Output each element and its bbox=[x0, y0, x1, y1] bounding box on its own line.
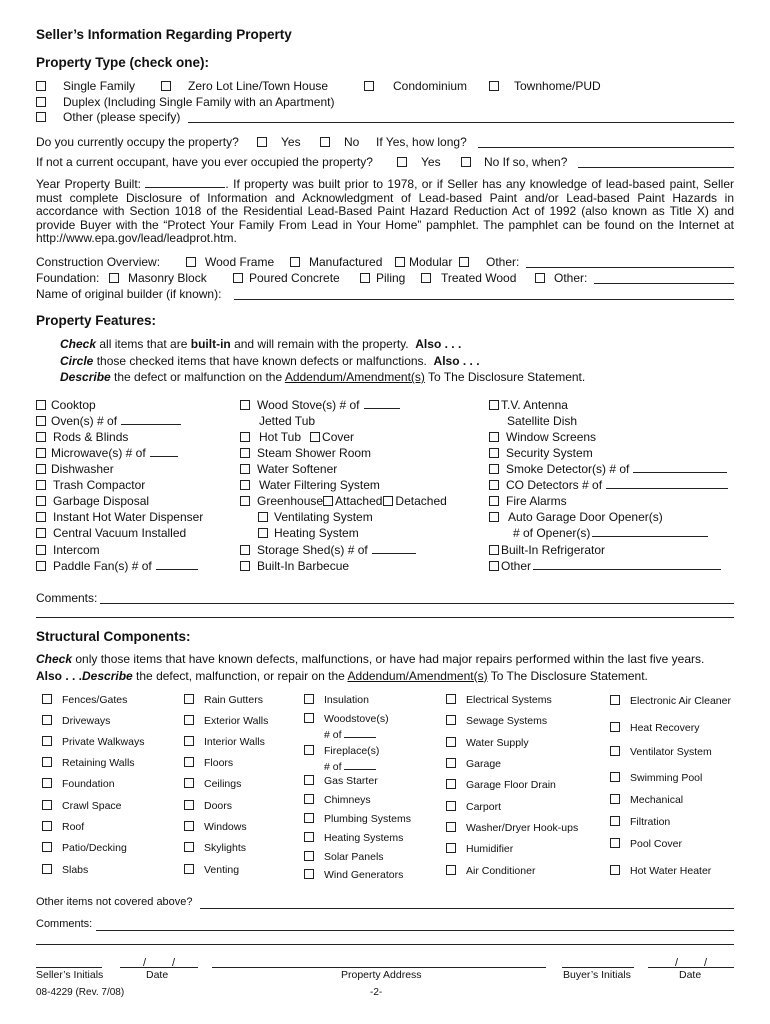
struct-electrical[interactable]: Electrical Systems bbox=[446, 694, 552, 706]
struct-checkbox[interactable] bbox=[184, 715, 194, 725]
struct-woodstove-count: # of bbox=[324, 728, 376, 741]
occupy-no-checkbox[interactable] bbox=[320, 137, 330, 147]
modular-checkbox[interactable] bbox=[395, 257, 405, 267]
feature-checkbox[interactable] bbox=[36, 400, 46, 410]
concrete-option[interactable]: Poured Concrete bbox=[233, 271, 340, 285]
struct-checkbox[interactable] bbox=[610, 695, 620, 705]
struct-checkbox[interactable] bbox=[610, 746, 620, 756]
feature-security[interactable]: Security System bbox=[489, 446, 593, 460]
struct-checkbox[interactable] bbox=[446, 822, 456, 832]
struct-checkbox[interactable] bbox=[304, 869, 314, 879]
struct-humidifier[interactable]: Humidifier bbox=[446, 843, 513, 855]
struct-checkbox[interactable] bbox=[446, 758, 456, 768]
feature-checkbox[interactable] bbox=[36, 545, 46, 555]
feature-smoke-detectors[interactable]: Smoke Detector(s) # of bbox=[489, 462, 727, 476]
construction-other-checkbox[interactable] bbox=[459, 257, 469, 267]
concrete-checkbox[interactable] bbox=[233, 273, 243, 283]
occupied-yes[interactable]: Yes bbox=[397, 155, 441, 169]
foundation-other-line[interactable] bbox=[594, 283, 734, 284]
attached-checkbox[interactable] bbox=[323, 496, 333, 506]
feature-jetted-tub[interactable]: Jetted Tub bbox=[259, 414, 316, 428]
feature-central-vacuum[interactable]: Central Vacuum Installed bbox=[36, 526, 186, 540]
struct-exterior-walls[interactable]: Exterior Walls bbox=[184, 715, 268, 727]
feature-microwaves[interactable]: Microwave(s) # of bbox=[36, 446, 178, 460]
seller-initials-label: Seller’s Initials bbox=[36, 969, 104, 981]
detached-checkbox[interactable] bbox=[383, 496, 393, 506]
struct-checkbox[interactable] bbox=[304, 775, 314, 785]
opener-count-line[interactable] bbox=[592, 526, 708, 537]
struct-checkbox[interactable] bbox=[610, 794, 620, 804]
struct-checkbox[interactable] bbox=[184, 757, 194, 767]
townhome-checkbox[interactable] bbox=[489, 81, 499, 91]
struct-checkbox[interactable] bbox=[304, 745, 314, 755]
struct-crawl-space[interactable]: Crawl Space bbox=[42, 800, 122, 812]
masonry-checkbox[interactable] bbox=[109, 273, 119, 283]
buyer-date-label: Date bbox=[679, 969, 702, 981]
struct-checkbox[interactable] bbox=[304, 794, 314, 804]
structural-heading: Structural Components: bbox=[36, 629, 191, 644]
feature-satellite[interactable]: Satellite Dish bbox=[507, 414, 578, 428]
smoke-count-line[interactable] bbox=[633, 462, 727, 473]
feature-storage-sheds[interactable]: Storage Shed(s) # of bbox=[240, 543, 416, 557]
structural-comments-line-2[interactable] bbox=[36, 944, 734, 945]
occupy-yes[interactable]: Yes bbox=[257, 135, 301, 149]
paddle-fan-count-line[interactable] bbox=[156, 559, 198, 570]
feature-checkbox[interactable] bbox=[240, 561, 250, 571]
feature-garage-opener[interactable]: Auto Garage Door Opener(s) bbox=[489, 510, 663, 524]
wood-frame-option[interactable]: Wood Frame bbox=[186, 255, 274, 269]
manufactured-checkbox[interactable] bbox=[290, 257, 300, 267]
foundation-label: Foundation: bbox=[36, 271, 100, 285]
feature-checkbox[interactable] bbox=[489, 400, 499, 410]
struct-doors[interactable]: Doors bbox=[184, 800, 232, 812]
features-comments-line-1[interactable] bbox=[100, 603, 734, 604]
struct-sewage[interactable]: Sewage Systems bbox=[446, 715, 547, 727]
feature-checkbox[interactable] bbox=[258, 512, 268, 522]
feature-paddle-fans[interactable]: Paddle Fan(s) # of bbox=[36, 559, 198, 573]
feature-checkbox[interactable] bbox=[36, 561, 46, 571]
when-line[interactable] bbox=[578, 167, 734, 168]
struct-checkbox[interactable] bbox=[610, 838, 620, 848]
struct-garage[interactable]: Garage bbox=[446, 758, 501, 770]
struct-chimneys[interactable]: Chimneys bbox=[304, 794, 371, 806]
foundation-other-option[interactable]: Other: bbox=[535, 271, 587, 285]
struct-checkbox[interactable] bbox=[42, 864, 52, 874]
seller-date-slash-1: / bbox=[143, 957, 147, 969]
feature-checkbox[interactable] bbox=[489, 545, 499, 555]
feature-wood-stoves[interactable]: Wood Stove(s) # of bbox=[240, 398, 400, 412]
feature-greenhouse[interactable]: Greenhouse Attached Detached bbox=[240, 494, 447, 508]
struct-ventilator[interactable]: Ventilator System bbox=[610, 746, 712, 758]
feature-checkbox[interactable] bbox=[36, 512, 46, 522]
struct-checkbox[interactable] bbox=[42, 778, 52, 788]
struct-air-cleaner[interactable]: Electronic Air Cleaner bbox=[610, 695, 731, 707]
property-address-label: Property Address bbox=[341, 969, 422, 981]
buyer-date-line[interactable] bbox=[648, 967, 734, 968]
feature-checkbox[interactable] bbox=[489, 432, 499, 442]
feature-ovens[interactable]: Oven(s) # of bbox=[36, 414, 181, 428]
feature-checkbox[interactable] bbox=[36, 480, 46, 490]
struct-insulation[interactable]: Insulation bbox=[304, 694, 369, 706]
feature-other-line[interactable] bbox=[533, 559, 721, 570]
struct-checkbox[interactable] bbox=[184, 864, 194, 874]
struct-pool-cover[interactable]: Pool Cover bbox=[610, 838, 682, 850]
feature-co-detectors[interactable]: CO Detectors # of bbox=[489, 478, 728, 492]
struct-heat-recovery[interactable]: Heat Recovery bbox=[610, 722, 699, 734]
struct-mechanical[interactable]: Mechanical bbox=[610, 794, 683, 806]
struct-floors[interactable]: Floors bbox=[184, 757, 233, 769]
struct-solar[interactable]: Solar Panels bbox=[304, 851, 384, 863]
feature-checkbox[interactable] bbox=[36, 496, 46, 506]
struct-fences[interactable]: Fences/Gates bbox=[42, 694, 127, 706]
single-family-option[interactable]: Single Family bbox=[36, 79, 135, 93]
feature-checkbox[interactable] bbox=[36, 464, 46, 474]
feature-checkbox[interactable] bbox=[489, 448, 499, 458]
struct-water-supply[interactable]: Water Supply bbox=[446, 737, 529, 749]
buyer-initials-label: Buyer’s Initials bbox=[563, 969, 631, 981]
other-items-line[interactable] bbox=[200, 908, 734, 909]
feature-bbq[interactable]: Built-In Barbecue bbox=[240, 559, 349, 573]
duplex-option[interactable]: Duplex (Including Single Family with an Apartment) bbox=[36, 95, 334, 109]
zero-lot-option[interactable]: Zero Lot Line/Town House bbox=[161, 79, 328, 93]
other-type-line[interactable] bbox=[188, 122, 734, 123]
feature-checkbox[interactable] bbox=[36, 416, 46, 426]
how-long-label: If Yes, how long? bbox=[376, 135, 467, 149]
wood-frame-checkbox[interactable] bbox=[186, 257, 196, 267]
feature-opener-count: # of Opener(s) bbox=[489, 526, 708, 540]
occupied-no[interactable]: No If so, when? bbox=[461, 155, 567, 169]
ovens-count-line[interactable] bbox=[121, 414, 181, 425]
builder-line[interactable] bbox=[234, 299, 734, 300]
struct-checkbox[interactable] bbox=[446, 779, 456, 789]
occupy-yes-checkbox[interactable] bbox=[257, 137, 267, 147]
struct-retaining-walls[interactable]: Retaining Walls bbox=[42, 757, 135, 769]
feature-checkbox[interactable] bbox=[36, 448, 46, 458]
struct-slabs[interactable]: Slabs bbox=[42, 864, 88, 876]
co-count-line[interactable] bbox=[606, 478, 728, 489]
struct-plumbing[interactable]: Plumbing Systems bbox=[304, 813, 411, 825]
construction-label: Construction Overview: bbox=[36, 255, 161, 269]
struct-checkbox[interactable] bbox=[446, 737, 456, 747]
struct-gas-starter[interactable]: Gas Starter bbox=[304, 775, 378, 787]
structural-instructions: Check only those items that have known defects, malfunctions, or have had major repairs performed within the last five years. Also . . .Describe the defect, malfunction, or repair on the Addendum/Amendment(s) To The Disclosure Statement. bbox=[36, 652, 705, 683]
manufactured-option[interactable]: Manufactured bbox=[290, 255, 382, 269]
property-type-heading: Property Type (check one): bbox=[36, 55, 210, 70]
struct-checkbox[interactable] bbox=[446, 694, 456, 704]
struct-skylights[interactable]: Skylights bbox=[184, 842, 246, 854]
struct-filtration[interactable]: Filtration bbox=[610, 816, 670, 828]
struct-checkbox[interactable] bbox=[304, 832, 314, 842]
struct-checkbox[interactable] bbox=[610, 816, 620, 826]
feature-checkbox[interactable] bbox=[489, 512, 499, 522]
struct-foundation[interactable]: Foundation bbox=[42, 778, 115, 790]
seller-date-slash-2: / bbox=[172, 957, 176, 969]
feature-intercom[interactable]: Intercom bbox=[36, 543, 100, 557]
how-long-line[interactable] bbox=[478, 147, 734, 148]
struct-checkbox[interactable] bbox=[446, 843, 456, 853]
struct-checkbox[interactable] bbox=[42, 757, 52, 767]
struct-checkbox[interactable] bbox=[184, 821, 194, 831]
feature-garbage-disposal[interactable]: Garbage Disposal bbox=[36, 494, 149, 508]
other-type-option[interactable]: Other (please specify) bbox=[36, 110, 180, 124]
year-built-line[interactable] bbox=[145, 177, 225, 188]
treated-wood-option[interactable]: Treated Wood bbox=[421, 271, 516, 285]
wood-stove-count-line[interactable] bbox=[364, 398, 400, 409]
struct-hot-water-heater[interactable]: Hot Water Heater bbox=[610, 865, 711, 877]
struct-walkways[interactable]: Private Walkways bbox=[42, 736, 144, 748]
struct-checkbox[interactable] bbox=[42, 694, 52, 704]
struct-checkbox[interactable] bbox=[610, 865, 620, 875]
woodstove-count-line[interactable] bbox=[344, 728, 376, 738]
feature-checkbox[interactable] bbox=[489, 561, 499, 571]
feature-checkbox[interactable] bbox=[240, 432, 250, 442]
struct-checkbox[interactable] bbox=[42, 715, 52, 725]
features-instructions: Check all items that are built-in and will remain with the property. Also . . . Circle those checked items that have known defects or malfunctions. Also . . . Describe the defect or malfunction on the Addendum/Amendment(s) To The Disclosure Statement. bbox=[60, 337, 586, 384]
feature-checkbox[interactable] bbox=[240, 545, 250, 555]
feature-rods-blinds[interactable]: Rods & Blinds bbox=[36, 430, 128, 444]
struct-checkbox[interactable] bbox=[446, 715, 456, 725]
struct-woodstoves[interactable]: Woodstove(s) bbox=[304, 713, 389, 725]
struct-patio[interactable]: Patio/Decking bbox=[42, 842, 127, 854]
other-type-checkbox[interactable] bbox=[36, 112, 46, 122]
struct-washer-dryer[interactable]: Washer/Dryer Hook-ups bbox=[446, 822, 578, 834]
struct-checkbox[interactable] bbox=[42, 736, 52, 746]
feature-fire-alarms[interactable]: Fire Alarms bbox=[489, 494, 567, 508]
page-title: Seller’s Information Regarding Property bbox=[36, 27, 292, 42]
feature-other[interactable]: Other bbox=[489, 559, 721, 573]
feature-steam-shower[interactable]: Steam Shower Room bbox=[240, 446, 371, 460]
features-comments-label: Comments: bbox=[36, 591, 98, 605]
occupy-no[interactable]: No bbox=[320, 135, 359, 149]
struct-air-conditioner[interactable]: Air Conditioner bbox=[446, 865, 535, 877]
struct-interior-walls[interactable]: Interior Walls bbox=[184, 736, 265, 748]
single-family-checkbox[interactable] bbox=[36, 81, 46, 91]
structural-comments-line[interactable] bbox=[96, 930, 734, 931]
struct-checkbox[interactable] bbox=[610, 772, 620, 782]
struct-rain-gutters[interactable]: Rain Gutters bbox=[184, 694, 263, 706]
struct-wind[interactable]: Wind Generators bbox=[304, 869, 403, 881]
buyer-date-slash-2: / bbox=[704, 957, 708, 969]
struct-checkbox[interactable] bbox=[184, 778, 194, 788]
struct-swimming-pool[interactable]: Swimming Pool bbox=[610, 772, 702, 784]
feature-ventilating[interactable]: Ventilating System bbox=[258, 510, 373, 524]
struct-checkbox[interactable] bbox=[304, 713, 314, 723]
feature-checkbox[interactable] bbox=[489, 480, 499, 490]
condominium-checkbox[interactable] bbox=[364, 81, 374, 91]
feature-dishwasher[interactable]: Dishwasher bbox=[36, 462, 114, 476]
occupied-question: If not a current occupant, have you ever occupied the property? bbox=[36, 155, 373, 169]
feature-checkbox[interactable] bbox=[240, 400, 250, 410]
struct-venting[interactable]: Venting bbox=[184, 864, 239, 876]
struct-checkbox[interactable] bbox=[304, 694, 314, 704]
duplex-checkbox[interactable] bbox=[36, 97, 46, 107]
struct-fireplace-count: # of bbox=[324, 760, 376, 773]
struct-checkbox[interactable] bbox=[42, 842, 52, 852]
feature-trash-compactor[interactable]: Trash Compactor bbox=[36, 478, 145, 492]
struct-garage-drain[interactable]: Garage Floor Drain bbox=[446, 779, 556, 791]
fireplace-count-line[interactable] bbox=[344, 760, 376, 770]
modular-option[interactable]: Modular bbox=[395, 255, 452, 269]
feature-checkbox[interactable] bbox=[36, 432, 46, 442]
features-comments-line-2[interactable] bbox=[36, 617, 734, 618]
struct-checkbox[interactable] bbox=[446, 865, 456, 875]
lead-paint-paragraph: Year Property Built: . If property was built prior to 1978, or if Seller has any knowledge of lead-based paint, Seller must complete Disclosure of Information and Acknowledgment of Lead-based Paint and/or Lead-based Paint Hazards in accordance with Section 1018 of the Residential Lead-Based Paint Hazard Reduction Act of 1992 (also known as Title X) and provide Buyer with the “Protect Your Family From Lead in Your Home” pamphlet. The pamphlet can be found on the Internet at http://www.epa.gov/lead/leadprot.htm. bbox=[36, 177, 734, 245]
seller-initials-line[interactable] bbox=[36, 967, 102, 968]
feature-checkbox[interactable] bbox=[489, 464, 499, 474]
struct-checkbox[interactable] bbox=[304, 813, 314, 823]
struct-driveways[interactable]: Driveways bbox=[42, 715, 110, 727]
features-heading: Property Features: bbox=[36, 313, 157, 328]
feature-hot-tub[interactable]: Hot Tub Cover bbox=[240, 430, 354, 444]
feature-checkbox[interactable] bbox=[36, 528, 46, 538]
struct-checkbox[interactable] bbox=[184, 736, 194, 746]
feature-hot-water-dispenser[interactable]: Instant Hot Water Dispenser bbox=[36, 510, 203, 524]
struct-checkbox[interactable] bbox=[42, 800, 52, 810]
seller-date-line[interactable] bbox=[120, 967, 198, 968]
occupy-question: Do you currently occupy the property? bbox=[36, 135, 239, 149]
occupied-no-checkbox[interactable] bbox=[461, 157, 471, 167]
feature-checkbox[interactable] bbox=[240, 464, 250, 474]
struct-heating[interactable]: Heating Systems bbox=[304, 832, 403, 844]
seller-date-label: Date bbox=[146, 969, 169, 981]
feature-window-screens[interactable]: Window Screens bbox=[489, 430, 596, 444]
struct-ceilings[interactable]: Ceilings bbox=[184, 778, 241, 790]
buyer-date-slash-1: / bbox=[675, 957, 679, 969]
feature-heating[interactable]: Heating System bbox=[258, 526, 359, 540]
struct-fireplaces[interactable]: Fireplace(s) bbox=[304, 745, 379, 757]
townhome-option[interactable]: Townhome/PUD bbox=[489, 79, 601, 93]
feature-checkbox[interactable] bbox=[240, 448, 250, 458]
struct-checkbox[interactable] bbox=[610, 722, 620, 732]
form-number: 08-4229 (Rev. 7/08) bbox=[36, 987, 125, 998]
struct-checkbox[interactable] bbox=[184, 842, 194, 852]
feature-refrigerator[interactable]: Built-In Refrigerator bbox=[489, 543, 605, 557]
occupied-yes-checkbox[interactable] bbox=[397, 157, 407, 167]
page-number: -2- bbox=[370, 987, 383, 998]
feature-checkbox[interactable] bbox=[489, 496, 499, 506]
feature-checkbox[interactable] bbox=[240, 496, 250, 506]
builder-label: Name of original builder (if known): bbox=[36, 287, 222, 301]
struct-roof[interactable]: Roof bbox=[42, 821, 84, 833]
feature-cooktop[interactable]: Cooktop bbox=[36, 398, 96, 412]
treated-wood-checkbox[interactable] bbox=[421, 273, 431, 283]
feature-checkbox[interactable] bbox=[258, 528, 268, 538]
struct-checkbox[interactable] bbox=[446, 801, 456, 811]
construction-other-line[interactable] bbox=[526, 267, 734, 268]
microwave-count-line[interactable] bbox=[150, 446, 178, 457]
cover-checkbox[interactable] bbox=[310, 432, 320, 442]
struct-checkbox[interactable] bbox=[42, 821, 52, 831]
piling-option[interactable]: Piling bbox=[360, 271, 405, 285]
structural-comments-label: Comments: bbox=[36, 918, 93, 930]
struct-checkbox[interactable] bbox=[304, 851, 314, 861]
piling-checkbox[interactable] bbox=[360, 273, 370, 283]
struct-checkbox[interactable] bbox=[184, 800, 194, 810]
feature-water-filtering[interactable]: Water Filtering System bbox=[240, 478, 380, 492]
feature-tv-antenna[interactable]: T.V. Antenna bbox=[489, 398, 568, 412]
masonry-option[interactable]: Masonry Block bbox=[109, 271, 207, 285]
feature-checkbox[interactable] bbox=[240, 480, 250, 490]
property-address-line[interactable] bbox=[212, 967, 546, 968]
foundation-other-checkbox[interactable] bbox=[535, 273, 545, 283]
struct-windows[interactable]: Windows bbox=[184, 821, 247, 833]
other-items-label: Other items not covered above? bbox=[36, 896, 193, 908]
zero-lot-checkbox[interactable] bbox=[161, 81, 171, 91]
struct-checkbox[interactable] bbox=[184, 694, 194, 704]
construction-other-option[interactable]: Other: bbox=[459, 255, 519, 269]
storage-shed-count-line[interactable] bbox=[372, 543, 416, 554]
struct-carport[interactable]: Carport bbox=[446, 801, 501, 813]
condominium-option[interactable]: Condominium bbox=[364, 79, 467, 93]
feature-water-softener[interactable]: Water Softener bbox=[240, 462, 337, 476]
buyer-initials-line[interactable] bbox=[562, 967, 634, 968]
